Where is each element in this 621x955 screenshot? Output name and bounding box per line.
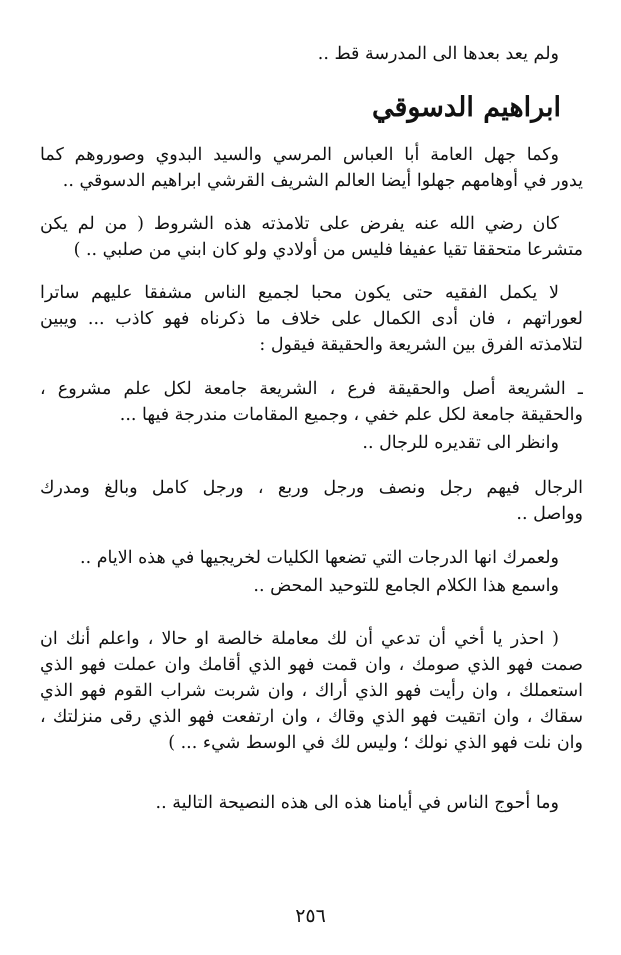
paragraph-8-line-1: وما أحوج الناس في أيامنا هذه الى هذه النصيحة التالية .. [155,793,559,813]
paragraph-6-line-2: واسمع هذا الكلام الجامع للتوحيد المحض .. [253,576,559,596]
paragraph-3-line-2: لعوراتهم ، فان أدى الكمال على خلاف ما ذكرناه فهو كاذب ... ويبين [40,309,583,329]
paragraph-7-line-5: وان نلت فهو الذي نولك ؛ وليس لك في الوسط شيء ... ) [168,733,583,753]
paragraph-4-line-1: ـ الشريعة أصل والحقيقة فرع ، الشريعة جامعة لكل علم مشروع ، [40,379,583,399]
paragraph-2-line-2: متشرعا متحققا تقيا عفيفا فليس من أولادي ولو كان ابني من صلبي .. ) [73,240,583,260]
page-number: ٢٥٦ [295,905,326,927]
paragraph-5-line-2: وواصل .. [516,504,583,524]
paragraph-6-line-1: ولعمرك انها الدرجات التي تضعها الكليات لخريجيها في هذه الايام .. [80,548,559,568]
paragraph-2-line-1: كان رضي الله عنه يفرض على تلامذته هذه الشروط ( من لم يكن [40,214,559,234]
chapter-heading: ابراهيم الدسوقي [371,92,561,123]
paragraph-5-line-1: الرجال فيهم رجل ونصف ورجل وربع ، ورجل كامل وبالغ ومدرك [40,478,583,498]
paragraph-3-line-1: لا يكمل الفقيه حتى يكون محبا لجميع الناس مشفقا عليهم ساترا [40,283,559,303]
paragraph-1-line-1: وكما جهل العامة أبا العباس المرسي والسيد البدوي وصوروهم كما [40,145,559,165]
paragraph-1-line-2: يدور في أوهامهم جهلوا أيضا العالم الشريف القرشي ابراهيم الدسوقي .. [62,171,583,191]
paragraph-3-line-3: لتلامذته الفرق بين الشريعة والحقيقة فيقول : [259,335,583,355]
top-line: ولم يعد بعدها الى المدرسة قط .. [317,44,559,64]
paragraph-7-line-1: ( احذر يا أخي أن تدعي أن لك معاملة خالصة او حالا ، واعلم أنك ان [40,629,559,649]
paragraph-7-line-4: سقاك ، وان اتقيت فهو الذي وقاك ، وان ارتفعت فهو الذي رقى منزلتك ، [40,707,583,727]
paragraph-4-line-2: والحقيقة جامعة لكل علم خفي ، وجميع المقامات مندرجة فيها ... [119,405,583,425]
paragraph-7-line-2: صمت فهو الذي صومك ، وان قمت فهو الذي أقامك وان عملت فهو الذي [40,655,583,675]
paragraph-4-line-3: وانظر الى تقديره للرجال .. [362,433,559,453]
paragraph-7-line-3: استعملك ، وان رأيت فهو الذي أراك ، وان شربت شراب القوم فهو الذي [40,681,583,701]
